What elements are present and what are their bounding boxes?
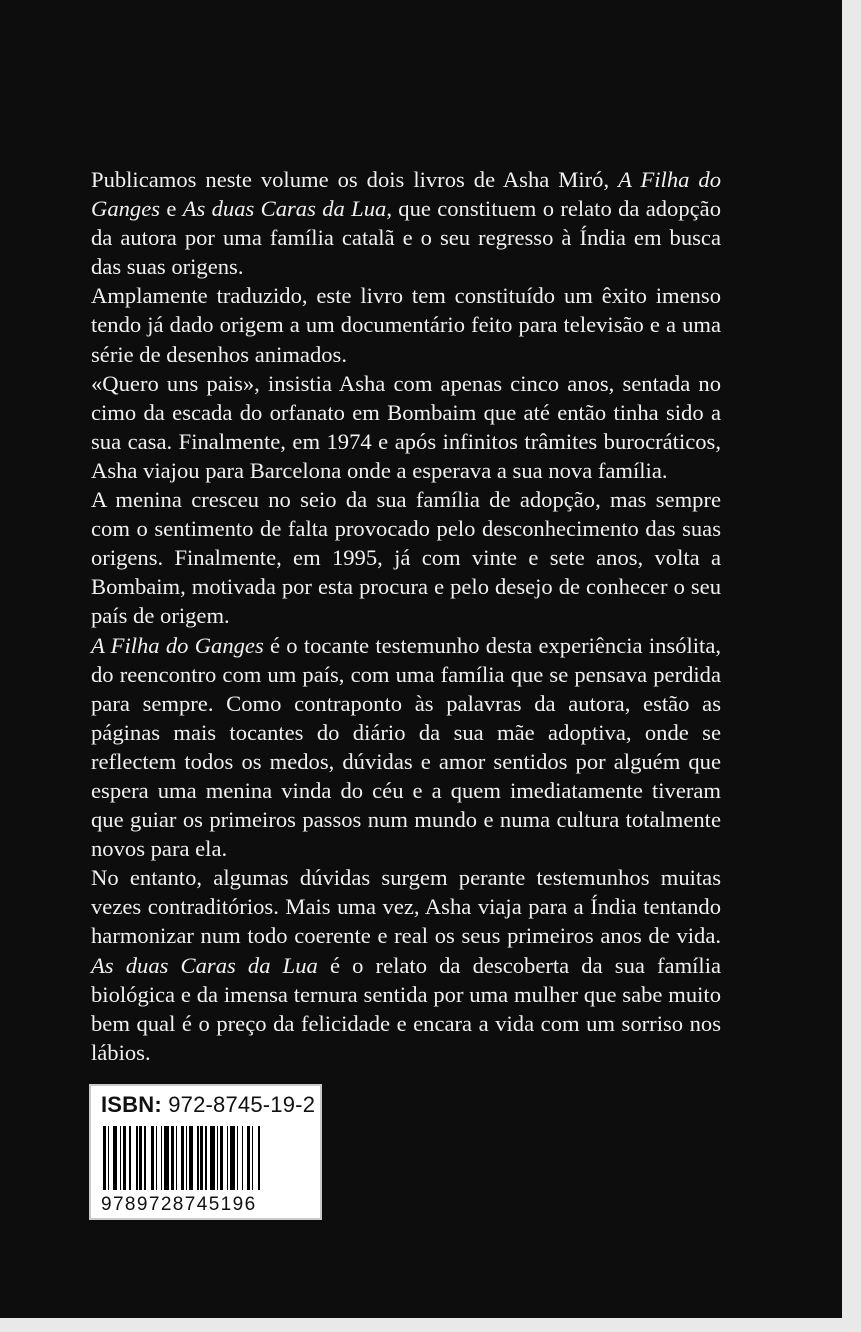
barcode-bar: [227, 1126, 229, 1190]
barcode-bar: [242, 1126, 244, 1190]
barcode-digits: 9789728745196: [101, 1194, 257, 1215]
barcode-bar: [144, 1126, 146, 1190]
barcode-bar: [197, 1126, 199, 1190]
barcode-bar: [181, 1126, 184, 1190]
barcode-bar: [217, 1126, 219, 1190]
barcode-bar: [252, 1126, 254, 1190]
barcode-bar: [151, 1126, 154, 1190]
barcode-bar: [189, 1126, 194, 1190]
paragraph-text: e: [160, 196, 183, 222]
book-title-text: As duas Caras da Lua: [91, 952, 318, 978]
isbn-line: [101, 1092, 315, 1118]
blurb-paragraph: [91, 485, 721, 630]
barcode-label: [89, 1084, 322, 1220]
paragraph-text: «Quero uns pais», insistia Asha com apenas cinco anos, sentada no cimo da escada do orfanato em Bombaim que até então tinha sido a sua casa. Finalmente, em 1974 e após infinitos trâmites burocráticos, Asha viajou para Barcelona onde a esperava a sua nova família.: [91, 370, 721, 483]
paragraph-text: Publicamos neste volume os dois livros de Asha Miró,: [91, 167, 619, 192]
paragraph-text: Amplamente traduzido, este livro tem constituído um êxito imenso tendo já dado origem a um documentário feito para televisão e a uma série de desenhos animados.: [91, 283, 721, 367]
isbn-label: ISBN:: [101, 1092, 162, 1117]
barcode-bar: [186, 1126, 188, 1190]
barcode-bar: [247, 1126, 250, 1190]
blurb-paragraph: [91, 631, 721, 864]
blurb-paragraph: [91, 863, 721, 1067]
barcode-bar: [220, 1126, 223, 1190]
barcode-bar: [113, 1126, 118, 1190]
paragraph-text: No entanto, algumas dúvidas surgem perante testemunhos muitas vezes contraditórios. Mais uma vez, Asha viaja para a Índia tentando harmonizar num todo coerente e real os seus primeiros anos de vida.: [91, 865, 721, 949]
barcode-bar: [230, 1126, 235, 1190]
barcode-bar: [136, 1126, 138, 1190]
barcode-bar: [108, 1126, 110, 1190]
barcode-bar: [139, 1126, 142, 1190]
blurb-paragraph: [91, 165, 721, 281]
paragraph-text: é o tocante testemunho desta experiência insólita, do reencontro com um país, com uma família que se pensava perdida para sempre. Como contraponto às palavras da autora, estão as páginas mais tocantes do diário da sua mãe adoptiva, onde se reflectem todos os medos, dúvidas e amor sentidos por alguém que espera uma menina vinda do céu e a quem imediatamente tiveram que guiar os primeiros passos num mundo e numa cultura totalmente novos para ela.: [91, 632, 721, 862]
barcode-bar: [200, 1126, 203, 1190]
barcode-bar: [129, 1126, 131, 1190]
paragraph-text: , que constituem o relato da adopção da autora por uma família catalã e o seu regresso à Índia em busca das suas origens.: [91, 196, 722, 280]
barcode-bar: [120, 1126, 122, 1190]
barcode-bar: [103, 1126, 106, 1190]
barcode-bar: [237, 1126, 239, 1190]
barcode-bar: [164, 1126, 169, 1190]
paragraph-text: é o relato da descoberta da sua família biológica e da imensa ternura sentida por uma mulher que sabe muito bem qual é o preço da felicidade e encara a vida com um sorriso nos lábios.: [91, 952, 722, 1065]
barcode-bar: [176, 1126, 178, 1190]
book-title-text: A Filha do Ganges: [91, 167, 722, 222]
barcode-bar: [205, 1126, 207, 1190]
book-title-text: As duas Caras da Lua: [182, 196, 387, 222]
isbn-value: 972-8745-19-2: [168, 1092, 316, 1117]
barcode-bar: [258, 1126, 260, 1190]
barcode-bar: [156, 1126, 158, 1190]
blurb-paragraph: [91, 281, 721, 368]
blurb-paragraph: [91, 369, 721, 485]
blurb-text: [91, 165, 721, 1067]
barcode-bar: [161, 1126, 163, 1190]
book-title-text: A Filha do Ganges: [91, 632, 264, 658]
paragraph-text: A menina cresceu no seio da sua família de adopção, mas sempre com o sentimento de falta provocado pelo desconhecimento das suas origens. Finalmente, em 1995, já com vinte e sete anos, volta a Bombaim, motivada por esta procura e pelo desejo de conhecer o seu país de origem.: [91, 487, 721, 629]
barcode-bar: [171, 1126, 174, 1190]
barcode-bars: [103, 1126, 309, 1190]
barcode-bar: [210, 1126, 215, 1190]
barcode-bar: [123, 1126, 126, 1190]
